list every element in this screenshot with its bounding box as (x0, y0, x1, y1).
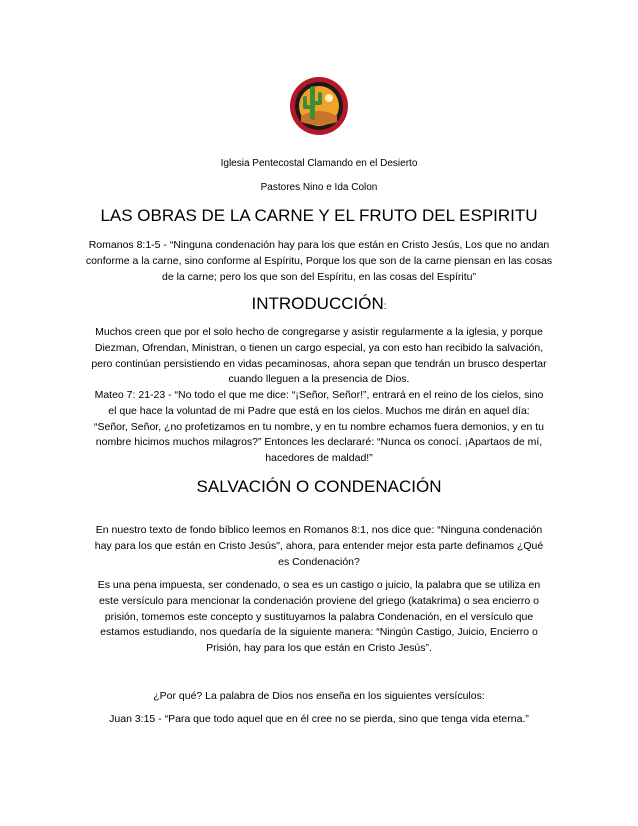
church-name: Iglesia Pentecostal Clamando en el Desierto (220, 158, 418, 169)
pastors-line: Pastores Nino e Ida Colon (260, 182, 378, 193)
document-title: LAS OBRAS DE LA CARNE Y EL FRUTO DEL ESPIRITU (100, 206, 538, 225)
intro-verse: Romanos 8:1-5 - “Ninguna condenación hay para los que están en Cristo Jesús, Los que no andan conforme a la carne, sino conforme al Espíritu, Porque los que son de la carne piensan en las cosas de la carne; pero los que son del Espíritu, en las cosas del Espíritu” (85, 239, 553, 283)
section-heading-introduccion (60, 294, 578, 314)
juan-verse-line: Juan 3:15 - “Para que todo aquel que en él cree no se pierda, sino que tenga vida eterna.” (109, 713, 529, 725)
katakrima-paragraph: Es una pena impuesta, ser condenado, o sea es un castigo o juicio, la palabra que se utiliza en este versículo para mencionar la condenación proviene del griego (katakrima) o sea encierro o prisión, tomemos este concepto y sustituyamos la palabra Condenación, en el versículo que estamos estudiando, nos quedaría de la siguiente manera: “Ningún Castigo, Juicio, Encierro o Prisión, hay para los que están en Cristo Jesús”. (97, 579, 541, 655)
section-heading-introduccion-text: INTRODUCCIÓN (251, 294, 384, 313)
section-heading-salvacion: SALVACIÓN O CONDENACIÓN (196, 477, 442, 496)
intro-paragraph: Muchos creen que por el solo hecho de congregarse y asistir regularmente a la iglesia, y porque Diezman, Ofrendan, Ministran, o tienen un cargo especial, ya con esto han recibido la salvación, pero continúan persistiendo en vidas pecaminosas, ahora sepan que tendrán un brusco despertar cuando lleguen a la presencia de Dios. (91, 326, 547, 386)
section-heading-colon: : (383, 301, 387, 312)
church-seal-cactus-icon (289, 76, 349, 136)
question-line: ¿Por qué? La palabra de Dios nos enseña en los siguientes versículos: (153, 690, 485, 702)
condenacion-definition-paragraph: En nuestro texto de fondo bíblico leemos en Romanos 8:1, nos dice que: “Ninguna condenación hay para los que están en Cristo Jesús", ahora, para entender mejor esta parte definamos ¿Qué es Condenación? (94, 524, 544, 568)
mateo-verse-paragraph: Mateo 7: 21-23 - “No todo el que me dice: “¡Señor, Señor!”, entrará en el reino de los cielos, sino el que hace la voluntad de mi Padre que está en los cielos. Muchos me dirán en aquel día: “Señor, Señor, ¿no profetizamos en tu nombre, y en tu nombre echamos fuera demonios, y en tu nombre hicimos muchos milagros?” Entonces les declararé: “Nunca os conocí. ¡Apartaos de mí, hacedores de maldad!” (94, 389, 544, 465)
